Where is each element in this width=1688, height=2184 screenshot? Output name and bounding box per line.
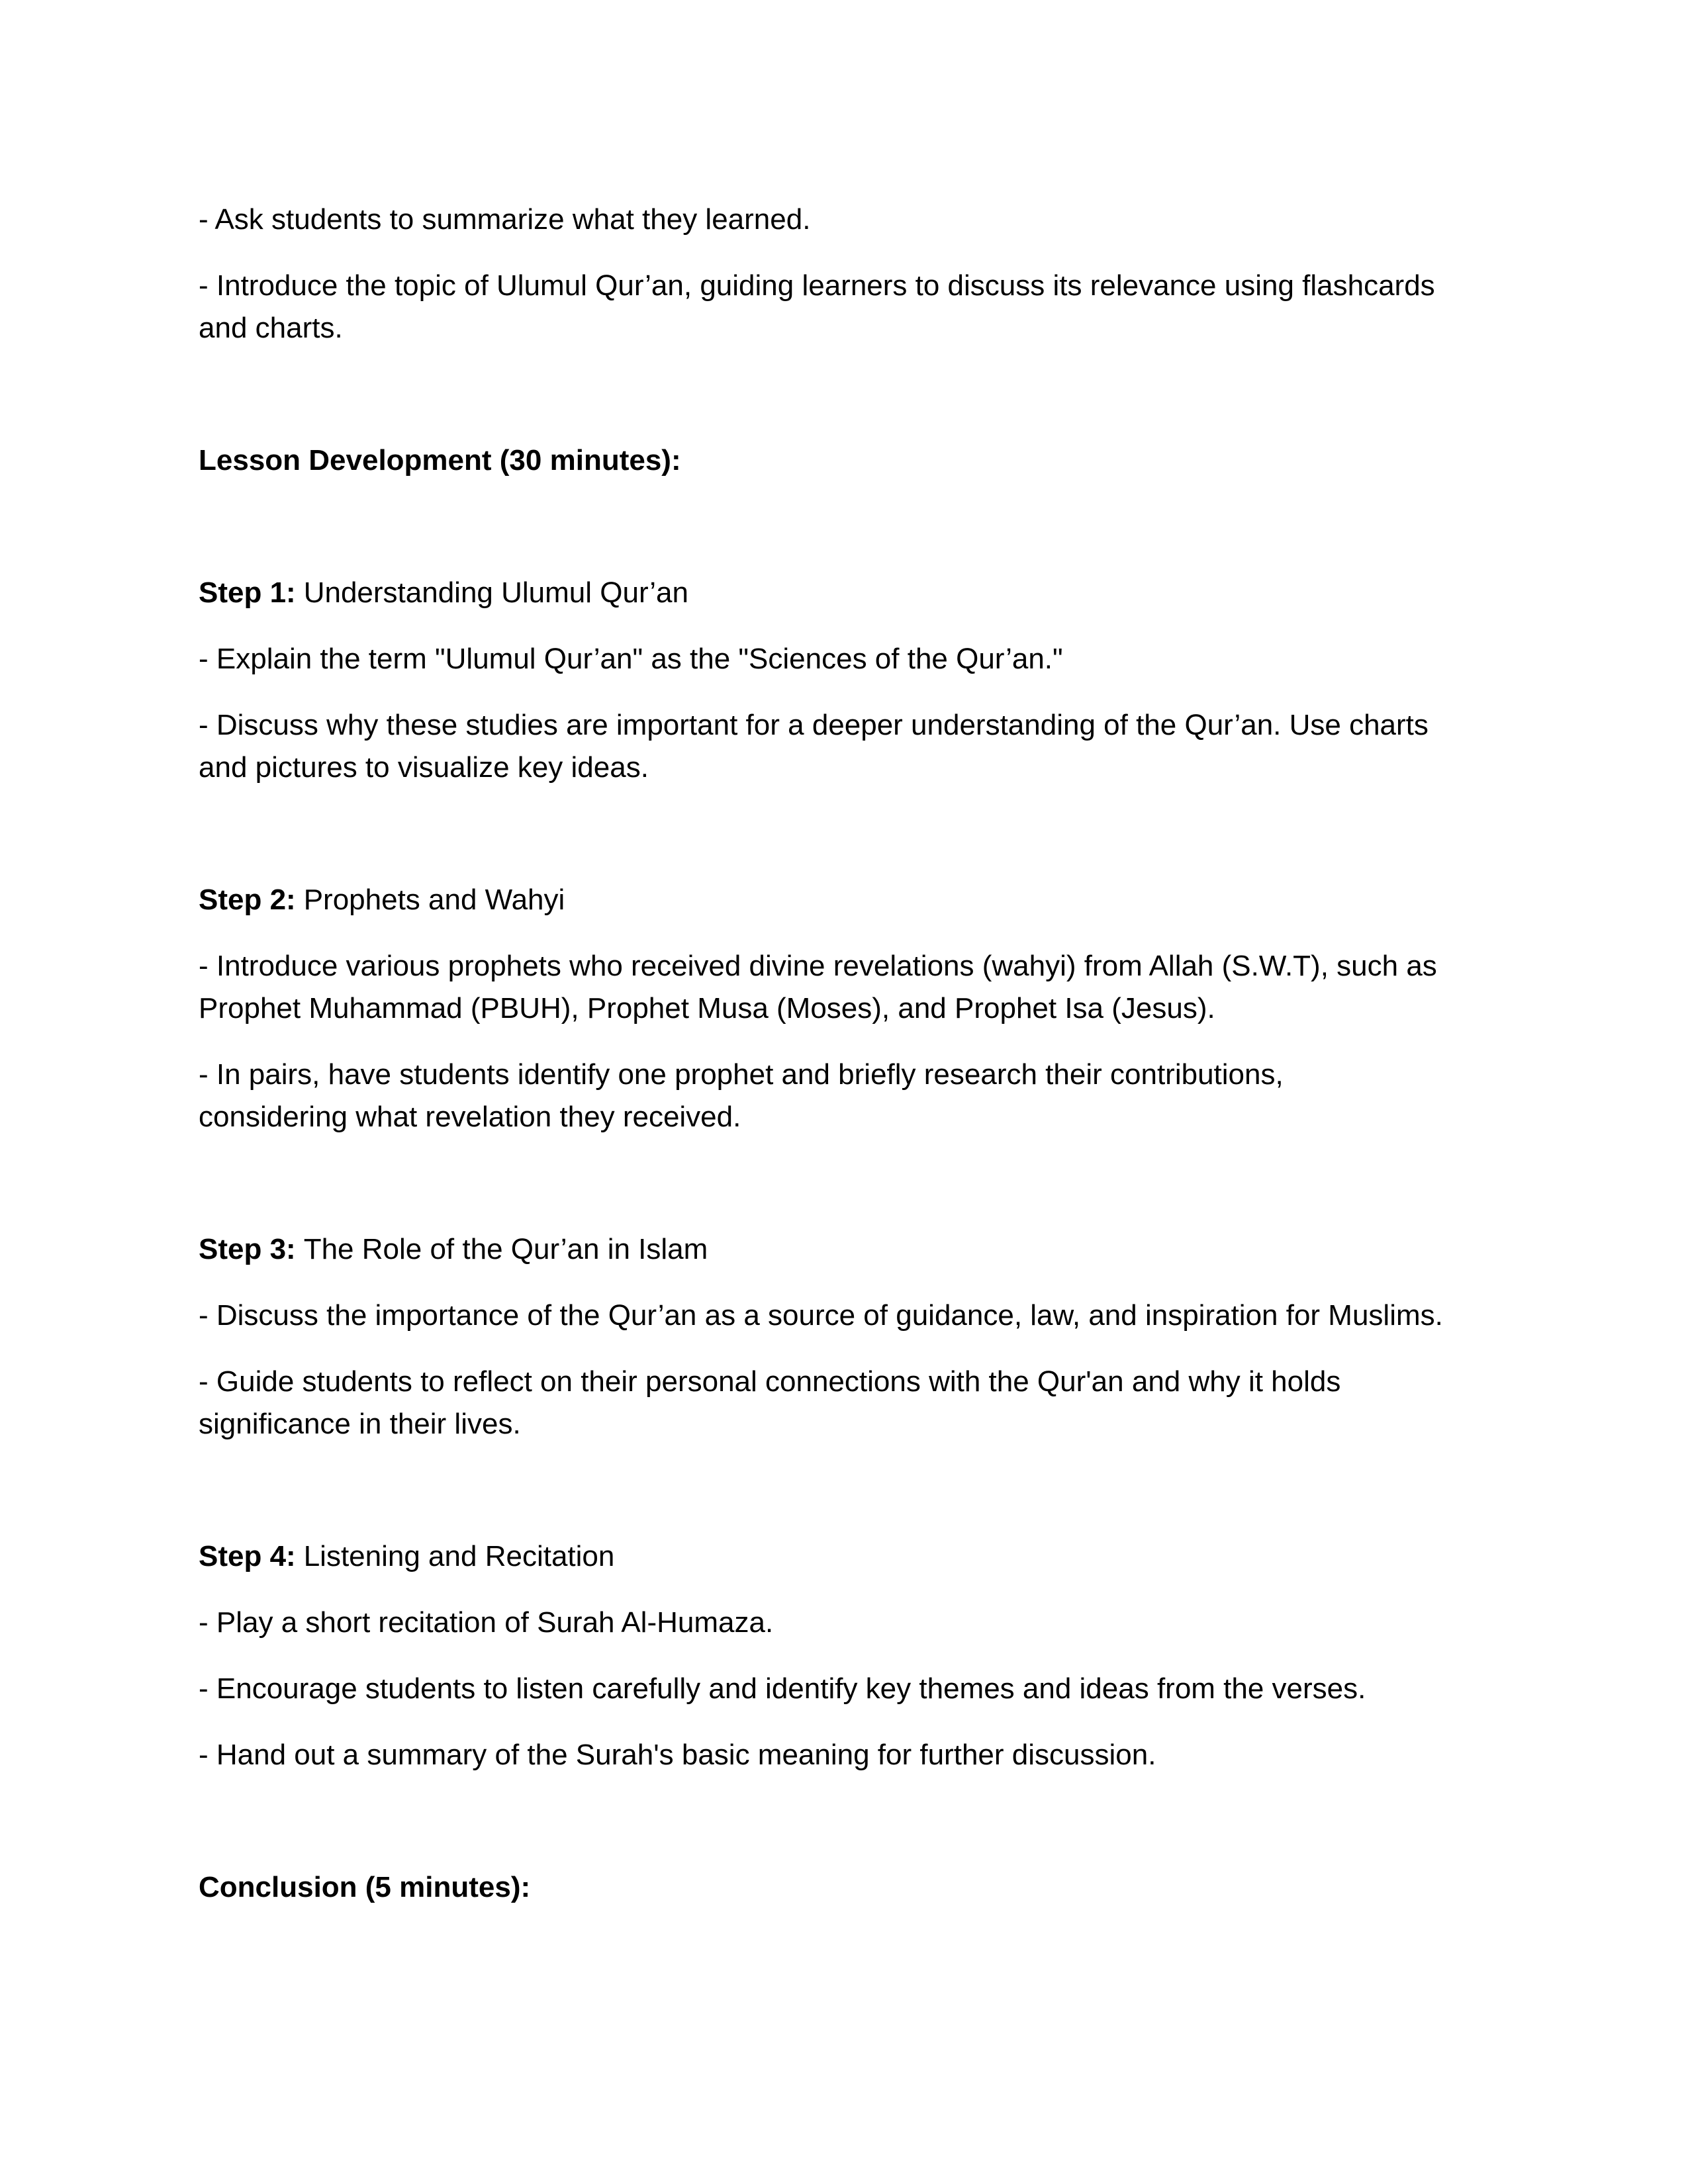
bullet-paragraph [199, 1602, 1489, 1644]
blank-line [199, 813, 1489, 855]
bullet-line: - Encourage students to listen carefully and identify key themes and ideas from the verses. [199, 1672, 1366, 1705]
blank-line [199, 1800, 1489, 1843]
bullet-paragraph [199, 704, 1489, 789]
bullet-paragraph [199, 638, 1489, 680]
blank-line [199, 1469, 1489, 1512]
section-heading-lesson-development [199, 439, 1489, 482]
bullet-line: - In pairs, have students identify one prophet and briefly research their contributions, [199, 1058, 1284, 1091]
bullet-line: Prophet Muhammad (PBUH), Prophet Musa (Moses), and Prophet Isa (Jesus). [199, 992, 1215, 1024]
step-title: Understanding Ulumul Qur’an [303, 576, 688, 609]
bullet-line: - Explain the term "Ulumul Qur’an" as the "Sciences of the Qur’an." [199, 643, 1063, 675]
step-heading [199, 879, 1489, 921]
bullet-paragraph [199, 1295, 1489, 1337]
step-label: Step 3: [199, 1233, 296, 1265]
bullet-line: significance in their lives. [199, 1408, 521, 1440]
blank-line [199, 506, 1489, 548]
bullet-line: - Discuss the importance of the Qur’an as a source of guidance, law, and inspiration for Muslims. [199, 1299, 1443, 1332]
bullet-line: - Hand out a summary of the Surah's basic meaning for further discussion. [199, 1739, 1156, 1771]
bullet-line: - Ask students to summarize what they learned. [199, 203, 811, 236]
step-label: Step 2: [199, 884, 296, 916]
bullet-line: - Introduce various prophets who received divine revelations (wahyi) from Allah (S.W.T), such as [199, 950, 1437, 982]
step-title: The Role of the Qur’an in Islam [303, 1233, 708, 1265]
bullet-line: - Play a short recitation of Surah Al-Humaza. [199, 1606, 774, 1639]
bullet-line: and charts. [199, 312, 343, 344]
step-title: Listening and Recitation [303, 1540, 615, 1572]
section-heading-conclusion [199, 1866, 1489, 1909]
step-label: Step 1: [199, 576, 296, 609]
bullet-paragraph [199, 1734, 1489, 1776]
bullet-paragraph [199, 1361, 1489, 1445]
bullet-paragraph [199, 1668, 1489, 1710]
blank-line [199, 373, 1489, 416]
bullet-line: considering what revelation they received. [199, 1101, 741, 1133]
step-heading [199, 1535, 1489, 1578]
step-heading [199, 1228, 1489, 1271]
bullet-line: - Guide students to reflect on their personal connections with the Qur'an and why it holds [199, 1365, 1341, 1398]
bullet-line: - Discuss why these studies are important for a deeper understanding of the Qur’an. Use charts [199, 709, 1429, 741]
bullet-line: and pictures to visualize key ideas. [199, 751, 649, 784]
step-label: Step 4: [199, 1540, 296, 1572]
step-heading [199, 572, 1489, 614]
bullet-paragraph [199, 265, 1489, 349]
step-title: Prophets and Wahyi [303, 884, 565, 916]
bullet-paragraph [199, 1054, 1489, 1138]
section-heading-text: Lesson Development (30 minutes): [199, 444, 681, 477]
bullet-paragraph [199, 945, 1489, 1030]
bullet-paragraph [199, 199, 1489, 241]
section-heading-text: Conclusion (5 minutes): [199, 1871, 531, 1903]
blank-line [199, 1162, 1489, 1205]
bullet-line: - Introduce the topic of Ulumul Qur’an, guiding learners to discuss its relevance using flashcards [199, 269, 1435, 302]
